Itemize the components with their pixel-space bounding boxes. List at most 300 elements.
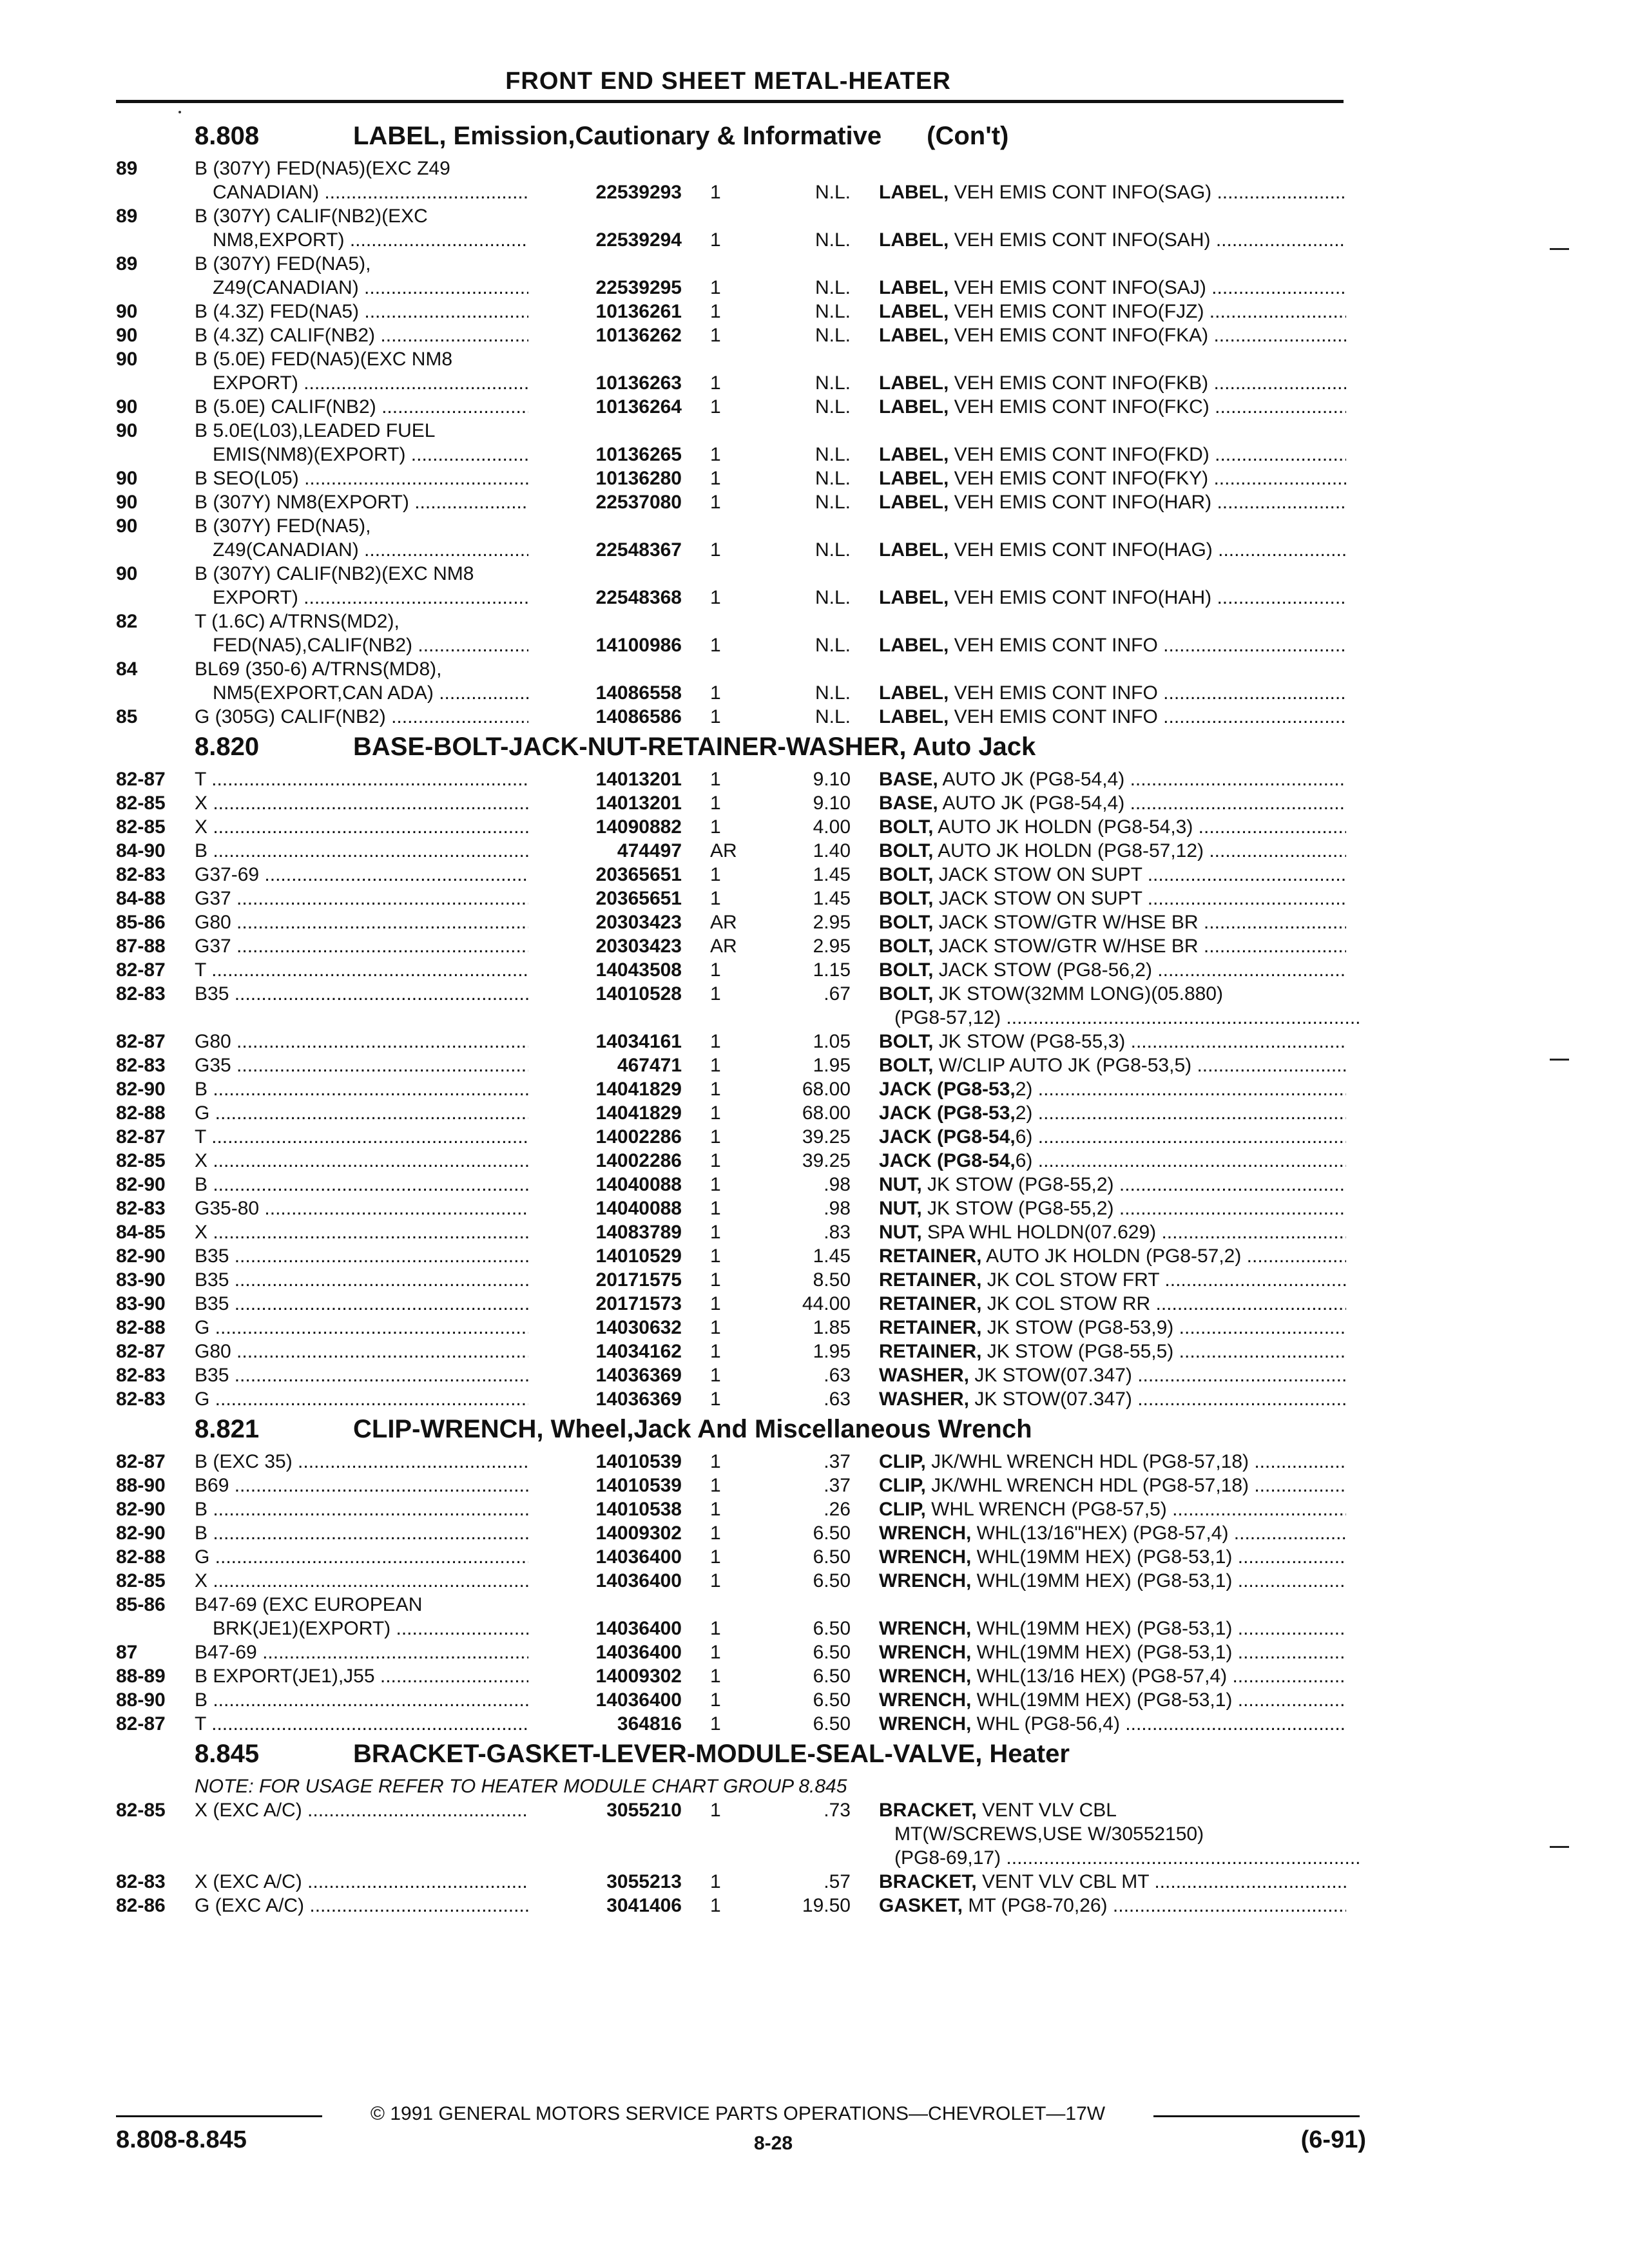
model-years: 88-89 [116, 1666, 166, 1687]
part-keyword: RETAINER, [879, 1341, 982, 1362]
part-keyword: LABEL, [879, 635, 949, 656]
part-description: LABEL, VEH EMIS CONT INFO(FJZ) ..... [879, 300, 1346, 323]
section-title-text: BASE-BOLT-JACK-NUT-RETAINER-WASHER, Auto Jack [353, 733, 1036, 761]
usage-description: G ..... [195, 1545, 549, 1569]
model-years: 82-87 [116, 1031, 166, 1052]
part-entry-line [0, 1387, 1629, 1411]
usage-description: B (307Y) FED(NA5)(EXC Z49 [195, 158, 450, 179]
footer-copyright: © 1991 GENERAL MOTORS SERVICE PARTS OPERATIONS—CHEVROLET—17W [370, 2103, 1106, 2124]
usage-description: G ..... [195, 1316, 549, 1340]
price: .37 [824, 1475, 851, 1496]
part-number: 20365651 [528, 887, 682, 910]
part-number: 14010529 [528, 1244, 682, 1268]
part-description: WRENCH, WHL(19MM HEX) (PG8-53,1) ..... [879, 1569, 1346, 1593]
quantity: 1 [710, 396, 721, 418]
part-entry-line [0, 1101, 1629, 1125]
part-keyword: BOLT, [879, 888, 934, 909]
usage-description: B SEO(L05) ..... [195, 466, 549, 490]
price: 9.10 [813, 793, 851, 814]
quantity: 1 [710, 1499, 721, 1520]
section-title [353, 733, 1036, 762]
part-number: 22537080 [528, 490, 682, 514]
usage-description: B47-69 ..... [195, 1640, 549, 1664]
section-number: 8.820 [195, 733, 260, 761]
part-entry [0, 1664, 1629, 1688]
section-title-text: CLIP-WRENCH, Wheel,Jack And Miscellaneous Wrench [353, 1415, 1032, 1443]
part-entry [0, 958, 1629, 982]
footer-page-number: 8-28 [753, 2133, 793, 2154]
part-keyword: CLIP, [879, 1499, 926, 1520]
part-entry-line [0, 490, 1629, 514]
part-keyword: NUT, [879, 1174, 922, 1195]
usage-description: B35 ..... [195, 1268, 549, 1292]
model-years: 82-85 [116, 816, 166, 838]
section-continued: (Con't) [927, 122, 1009, 150]
part-entry-line [0, 1316, 1629, 1340]
part-number: 14036400 [528, 1688, 682, 1712]
part-entry [0, 863, 1629, 887]
part-entry [0, 610, 1629, 657]
part-entry-line [0, 538, 1629, 562]
part-entry [0, 1244, 1629, 1268]
part-description: LABEL, VEH EMIS CONT INFO(FKA) ..... [879, 323, 1346, 347]
part-entry-line [0, 657, 1629, 681]
quantity: 1 [710, 1475, 721, 1496]
quantity: 1 [710, 1800, 721, 1821]
usage-description: G35-80 ..... [195, 1196, 549, 1220]
part-description: WRENCH, WHL(19MM HEX) (PG8-53,1) ..... [879, 1545, 1346, 1569]
quantity: 1 [710, 682, 721, 704]
usage-description: B (307Y) NM8(EXPORT) ..... [195, 490, 549, 514]
part-description: BRACKET, VENT VLV CBL [879, 1800, 1117, 1821]
part-description: BASE, AUTO JK (PG8-54,4) ..... [879, 791, 1346, 815]
part-entry-line [0, 1474, 1629, 1497]
usage-description: B69 ..... [195, 1474, 549, 1497]
usage-description: B ..... [195, 1497, 549, 1521]
part-entry-line [0, 347, 1629, 371]
part-entry [0, 466, 1629, 490]
part-description: WASHER, JK STOW(07.347) ..... [879, 1387, 1346, 1411]
quantity: 1 [710, 888, 721, 909]
price: .37 [824, 1451, 851, 1472]
model-years: 82 [116, 611, 138, 632]
price: 6.50 [813, 1618, 851, 1639]
part-number: 14043508 [528, 958, 682, 982]
price: N.L. [815, 444, 851, 465]
part-entry-line [0, 1798, 1629, 1822]
part-description: MT(W/SCREWS,USE W/30552150) [894, 1823, 1204, 1845]
usage-description: B 5.0E(L03),LEADED FUEL [195, 420, 436, 441]
part-entry [0, 1640, 1629, 1664]
part-number: 467471 [528, 1053, 682, 1077]
usage-description: NM8,EXPORT) ..... [213, 228, 549, 252]
model-years: 82-83 [116, 1055, 166, 1076]
usage-description: B (307Y) CALIF(NB2)(EXC [195, 206, 428, 227]
part-keyword: JACK (PG8-54, [879, 1126, 1016, 1148]
part-keyword: LABEL, [879, 396, 949, 418]
part-entry [0, 815, 1629, 839]
model-years: 82-83 [116, 1389, 166, 1410]
part-number: 14009302 [528, 1521, 682, 1545]
price: N.L. [815, 492, 851, 513]
footer-edition: (6-91) [1300, 2126, 1366, 2153]
part-description: LABEL, VEH EMIS CONT INFO(HAG) ..... [879, 538, 1346, 562]
part-keyword: WRENCH, [879, 1642, 972, 1663]
price: N.L. [815, 635, 851, 656]
part-number: 20303423 [528, 910, 682, 934]
price: .98 [824, 1198, 851, 1219]
price: 6.50 [813, 1546, 851, 1568]
part-entry [0, 252, 1629, 300]
part-description: WRENCH, WHL(19MM HEX) (PG8-53,1) ..... [879, 1617, 1346, 1640]
part-keyword: LABEL, [879, 277, 949, 298]
model-years: 82-90 [116, 1079, 166, 1100]
footer-section-range: 8.808-8.845 [116, 2126, 247, 2153]
part-number: 14083789 [528, 1220, 682, 1244]
part-number: 20171575 [528, 1268, 682, 1292]
usage-description: Z49(CANADIAN) ..... [213, 538, 549, 562]
part-description: BOLT, JACK STOW ON SUPT ..... [879, 887, 1346, 910]
quantity: 1 [710, 1618, 721, 1639]
part-description: JACK (PG8-54,6) ..... [879, 1149, 1346, 1173]
model-years: 82-83 [116, 983, 166, 1004]
part-entry [0, 1077, 1629, 1101]
part-entry-line [0, 1569, 1629, 1593]
usage-description: G35 ..... [195, 1053, 549, 1077]
part-number: 14010539 [528, 1474, 682, 1497]
scan-speck [178, 111, 181, 113]
part-entry-line [0, 1545, 1629, 1569]
part-entry-line [0, 815, 1629, 839]
model-years: 85-86 [116, 1594, 166, 1615]
quantity: 1 [710, 769, 721, 790]
usage-description: B35 ..... [195, 1363, 549, 1387]
part-description: LABEL, VEH EMIS CONT INFO(SAG) ..... [879, 180, 1346, 204]
price: 1.95 [813, 1341, 851, 1362]
part-description: (PG8-57,12) ..... [894, 1006, 1362, 1030]
part-description: RETAINER, AUTO JK HOLDN (PG8-57,2) ..... [879, 1244, 1346, 1268]
usage-description: B35 ..... [195, 982, 549, 1006]
part-description: BOLT, JACK STOW/GTR W/HSE BR ..... [879, 910, 1346, 934]
part-entry-line [0, 910, 1629, 934]
part-keyword: LABEL, [879, 182, 949, 203]
part-keyword: LABEL, [879, 492, 949, 513]
part-number: 14041829 [528, 1077, 682, 1101]
part-entry-line [0, 1196, 1629, 1220]
part-entry-line [0, 1640, 1629, 1664]
part-entry-line [0, 681, 1629, 705]
part-entry-line [0, 791, 1629, 815]
quantity: 1 [710, 182, 721, 203]
part-entry [0, 490, 1629, 514]
part-entry-line [0, 1125, 1629, 1149]
usage-description: X (EXC A/C) ..... [195, 1798, 549, 1822]
quantity: 1 [710, 793, 721, 814]
part-number: 14036400 [528, 1545, 682, 1569]
part-description: BOLT, JACK STOW ON SUPT ..... [879, 863, 1346, 887]
usage-description: T ..... [195, 958, 549, 982]
usage-description: B EXPORT(JE1),J55 ..... [195, 1664, 549, 1688]
part-entry-line [0, 1822, 1629, 1846]
quantity: 1 [710, 1150, 721, 1171]
part-entry-line [0, 1292, 1629, 1316]
part-entry [0, 157, 1629, 204]
part-description: WASHER, JK STOW(07.347) ..... [879, 1363, 1346, 1387]
section-title [353, 1740, 1070, 1769]
part-entry-line [0, 863, 1629, 887]
part-entry-line [0, 1053, 1629, 1077]
price: N.L. [815, 301, 851, 322]
price: .57 [824, 1871, 851, 1892]
model-years: 82-88 [116, 1317, 166, 1338]
model-years: 82-83 [116, 1365, 166, 1386]
usage-description: B (4.3Z) CALIF(NB2) ..... [195, 323, 549, 347]
part-entry-line [0, 1450, 1629, 1474]
part-keyword: LABEL, [879, 325, 949, 346]
quantity: 1 [710, 1174, 721, 1195]
part-entry [0, 1101, 1629, 1125]
part-entry-line [0, 1030, 1629, 1053]
part-number: 14041829 [528, 1101, 682, 1125]
section-title-text: LABEL, Emission,Cautionary & Informative [353, 122, 882, 150]
quantity: 1 [710, 1102, 721, 1124]
usage-description: B35 ..... [195, 1244, 549, 1268]
quantity: AR [710, 936, 737, 957]
section-note [0, 1774, 1629, 1798]
model-years: 82-86 [116, 1895, 166, 1916]
model-years: 89 [116, 253, 138, 274]
price: 8.50 [813, 1269, 851, 1291]
usage-description: X (EXC A/C) ..... [195, 1870, 549, 1894]
part-keyword: GASKET, [879, 1895, 963, 1916]
part-number: 14036400 [528, 1569, 682, 1593]
part-entry-line [0, 323, 1629, 347]
part-entry-line [0, 610, 1629, 633]
part-description: LABEL, VEH EMIS CONT INFO ..... [879, 681, 1346, 705]
part-entry [0, 204, 1629, 252]
part-entry-line [0, 1006, 1629, 1030]
usage-description: EMIS(NM8)(EXPORT) ..... [213, 443, 549, 466]
model-years: 83-90 [116, 1293, 166, 1314]
price: 2.95 [813, 912, 851, 933]
price: 9.10 [813, 769, 851, 790]
usage-description: G80 ..... [195, 910, 549, 934]
part-number: 20303423 [528, 934, 682, 958]
usage-description: T ..... [195, 767, 549, 791]
price: 6.50 [813, 1570, 851, 1591]
quantity: 1 [710, 816, 721, 838]
quantity: 1 [710, 864, 721, 885]
part-entry-line [0, 1077, 1629, 1101]
section-title [353, 1415, 1032, 1444]
price: 1.45 [813, 1245, 851, 1267]
part-keyword: BOLT, [879, 936, 934, 957]
part-keyword: JACK (PG8-54, [879, 1150, 1016, 1171]
usage-description: CANADIAN) ..... [213, 180, 549, 204]
part-number: 20171573 [528, 1292, 682, 1316]
usage-description: B ..... [195, 1521, 549, 1545]
part-entry [0, 395, 1629, 419]
part-entry-line [0, 204, 1629, 228]
part-description: WRENCH, WHL(13/16"HEX) (PG8-57,4) ..... [879, 1521, 1346, 1545]
part-entry-line [0, 1244, 1629, 1268]
part-entry [0, 1149, 1629, 1173]
part-entry-line [0, 1497, 1629, 1521]
part-entry [0, 1798, 1629, 1870]
price: .98 [824, 1174, 851, 1195]
part-keyword: WRENCH, [879, 1689, 972, 1711]
part-keyword: LABEL, [879, 301, 949, 322]
part-description: RETAINER, JK COL STOW RR ..... [879, 1292, 1346, 1316]
part-number: 10136265 [528, 443, 682, 466]
part-description: LABEL, VEH EMIS CONT INFO ..... [879, 705, 1346, 729]
usage-description: B (307Y) FED(NA5), [195, 253, 371, 274]
usage-description: BL69 (350-6) A/TRNS(MD8), [195, 658, 442, 680]
margin-tick [1550, 248, 1569, 250]
quantity: 1 [710, 1871, 721, 1892]
part-number: 14010528 [528, 982, 682, 1006]
section-heading [0, 118, 1629, 157]
part-description: LABEL, VEH EMIS CONT INFO(SAJ) ..... [879, 276, 1346, 300]
quantity: 1 [710, 1269, 721, 1291]
footer-rule-left [116, 2115, 322, 2117]
part-keyword: BOLT, [879, 912, 934, 933]
part-entry [0, 1474, 1629, 1497]
quantity: 1 [710, 1198, 721, 1219]
part-entry-line [0, 443, 1629, 466]
model-years: 90 [116, 349, 138, 370]
part-keyword: BOLT, [879, 816, 934, 838]
model-years: 90 [116, 301, 138, 322]
part-entry [0, 1712, 1629, 1736]
quantity: AR [710, 840, 737, 861]
part-description: WRENCH, WHL(19MM HEX) (PG8-53,1) ..... [879, 1688, 1346, 1712]
parts-catalog [0, 118, 1629, 1917]
part-number: 22539294 [528, 228, 682, 252]
part-entry [0, 1030, 1629, 1053]
usage-description: NM5(EXPORT,CAN ADA) ..... [213, 681, 549, 705]
part-number: 14036400 [528, 1640, 682, 1664]
part-description: BOLT, AUTO JK HOLDN (PG8-54,3) ..... [879, 815, 1346, 839]
part-entry-line [0, 395, 1629, 419]
part-entry [0, 1593, 1629, 1640]
price: N.L. [815, 587, 851, 608]
part-entry [0, 1316, 1629, 1340]
model-years: 82-87 [116, 1126, 166, 1148]
model-years: 82-90 [116, 1174, 166, 1195]
usage-description: B (4.3Z) FED(NA5) ..... [195, 300, 549, 323]
part-keyword: WRENCH, [879, 1546, 972, 1568]
price: 1.40 [813, 840, 851, 861]
usage-description: G (EXC A/C) ..... [195, 1894, 549, 1917]
model-years: 90 [116, 396, 138, 418]
part-description: WRENCH, WHL (PG8-56,4) ..... [879, 1712, 1346, 1736]
quantity: AR [710, 912, 737, 933]
part-entry [0, 1569, 1629, 1593]
part-entry-line [0, 562, 1629, 586]
part-keyword: LABEL, [879, 468, 949, 489]
part-entry [0, 705, 1629, 729]
quantity: 1 [710, 1126, 721, 1148]
part-entry-line [0, 371, 1629, 395]
part-description: CLIP, JK/WHL WRENCH HDL (PG8-57,18) ..... [879, 1450, 1346, 1474]
part-entry [0, 562, 1629, 610]
part-number: 364816 [528, 1712, 682, 1736]
part-entry-line [0, 1220, 1629, 1244]
part-keyword: LABEL, [879, 682, 949, 704]
price: 19.50 [802, 1895, 851, 1916]
price: N.L. [815, 229, 851, 251]
quantity: 1 [710, 1895, 721, 1916]
part-entry-line [0, 276, 1629, 300]
model-years: 90 [116, 468, 138, 489]
part-keyword: JACK (PG8-53, [879, 1102, 1016, 1124]
price: 6.50 [813, 1523, 851, 1544]
part-entry-line [0, 958, 1629, 982]
usage-description: G80 ..... [195, 1030, 549, 1053]
part-number: 14086586 [528, 705, 682, 729]
part-keyword: BOLT, [879, 840, 934, 861]
part-number: 14013201 [528, 767, 682, 791]
model-years: 82-87 [116, 1341, 166, 1362]
model-years: 88-90 [116, 1475, 166, 1496]
part-entry [0, 1894, 1629, 1917]
price: 44.00 [802, 1293, 851, 1314]
part-keyword: LABEL, [879, 587, 949, 608]
part-keyword: WASHER, [879, 1389, 970, 1410]
part-entry [0, 1363, 1629, 1387]
header-rule [116, 100, 1344, 103]
part-entry-line [0, 934, 1629, 958]
part-description: LABEL, VEH EMIS CONT INFO(SAH) ..... [879, 228, 1346, 252]
price: .63 [824, 1389, 851, 1410]
part-number: 22548368 [528, 586, 682, 610]
page-title: FRONT END SHEET METAL-HEATER [505, 68, 951, 95]
price: .63 [824, 1365, 851, 1386]
part-keyword: LABEL, [879, 444, 949, 465]
part-number: 22539293 [528, 180, 682, 204]
part-number: 22539295 [528, 276, 682, 300]
part-description: RETAINER, JK STOW (PG8-55,5) ..... [879, 1340, 1346, 1363]
part-entry-line [0, 252, 1629, 276]
part-number: 474497 [528, 839, 682, 863]
usage-description: EXPORT) ..... [213, 586, 549, 610]
model-years: 90 [116, 563, 138, 584]
price: 6.50 [813, 1689, 851, 1711]
part-entry-line [0, 514, 1629, 538]
part-entry-line [0, 1593, 1629, 1617]
part-number: 3055210 [528, 1798, 682, 1822]
part-description: LABEL, VEH EMIS CONT INFO ..... [879, 633, 1346, 657]
model-years: 82-85 [116, 793, 166, 814]
part-number: 10136261 [528, 300, 682, 323]
part-entry [0, 1688, 1629, 1712]
quantity: 1 [710, 444, 721, 465]
quantity: 1 [710, 1523, 721, 1544]
part-description: BOLT, JACK STOW/GTR W/HSE BR ..... [879, 934, 1346, 958]
part-number: 10136262 [528, 323, 682, 347]
usage-description: B35 ..... [195, 1292, 549, 1316]
quantity: 1 [710, 1317, 721, 1338]
part-description: NUT, JK STOW (PG8-55,2) ..... [879, 1173, 1346, 1196]
part-entry [0, 1545, 1629, 1569]
usage-description: X ..... [195, 791, 549, 815]
part-entry [0, 347, 1629, 395]
part-number: 3055213 [528, 1870, 682, 1894]
part-number: 14002286 [528, 1125, 682, 1149]
model-years: 90 [116, 325, 138, 346]
part-number: 22548367 [528, 538, 682, 562]
